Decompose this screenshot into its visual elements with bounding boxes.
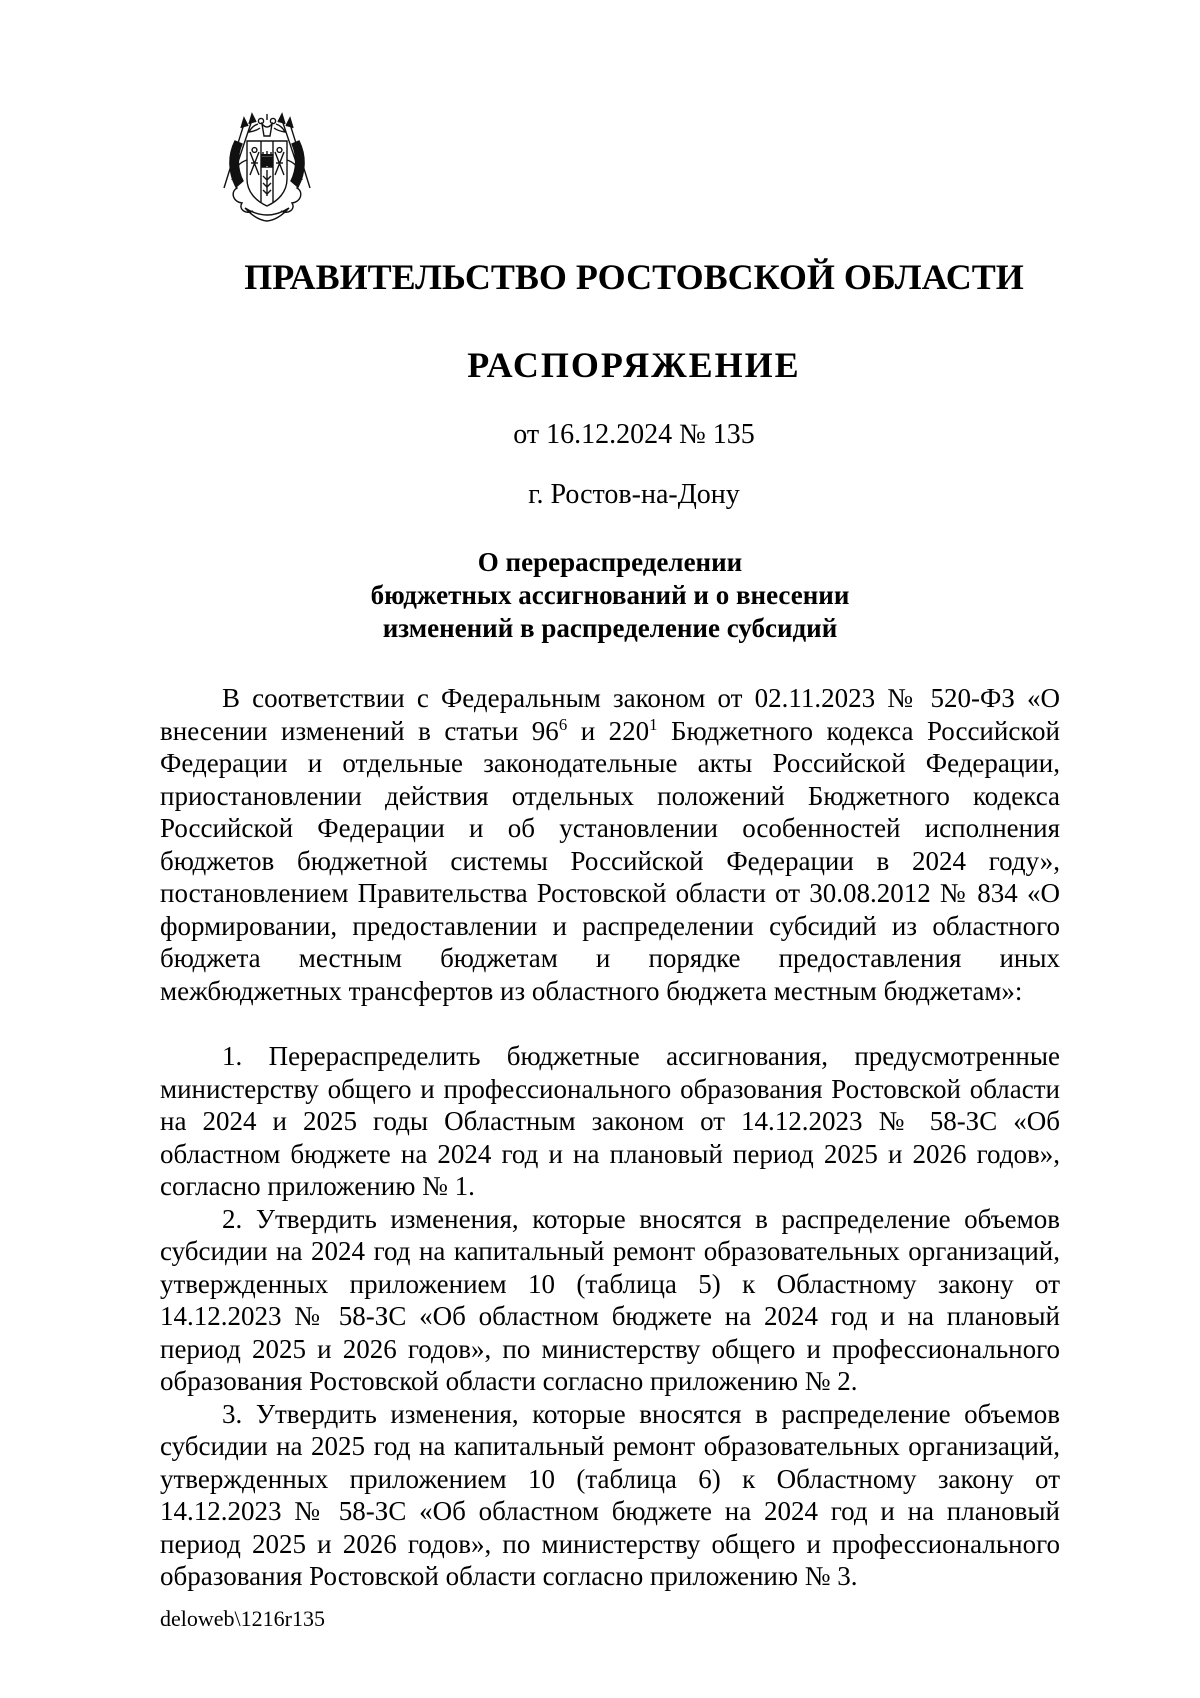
subject-heading bbox=[160, 546, 1060, 645]
order-items bbox=[160, 1040, 1060, 1593]
org-name-title: ПРАВИТЕЛЬСТВО РОСТОВСКОЙ ОБЛАСТИ bbox=[244, 257, 1024, 297]
order-item-2: 2. Утвердить изменения, которые вносятся в распределение объемов субсидии на 2024 год на капитальный ремонт образовательных организаций, утвержденных приложением 10 (таблица 5) к Областному закону от 14.12.2023 № 58-ЗС «Об областном бюджете на 2024 год и на плановый период 2025 и 2026 годов», по министерству общего и профессионального образования Ростовской области согласно приложению № 2. bbox=[160, 1203, 1060, 1396]
date-number-line: от 16.12.2024 № 135 bbox=[513, 419, 755, 450]
subject-line-3: изменений в распределение субсидий bbox=[382, 613, 838, 643]
intro-paragraph: В соответствии с Федеральным законом от 02.11.2023 № 520-ФЗ «О внесении изменений в статьи $96^6$ и $220^1$ Бюджетного кодекса Российской Федерации и отдельные законодательные акты Российской Федерации, приостановлении действия отдельных положений Бюджетного кодекса Российской Федерации и об установлении особенностей исполнения бюджетов бюджетной системы Российской Федерации в 2024 году», постановлением Правительства Ростовской области от 30.08.2012 № 834 «О формировании, предоставлении и распределении субсидий из областного бюджета местным бюджетам и порядке предоставления иных межбюджетных трансфертов из областного бюджета местным бюджетам»: bbox=[160, 683, 1061, 1006]
doc-type-title: РАСПОРЯЖЕНИЕ bbox=[467, 345, 801, 385]
document-header bbox=[160, 108, 1060, 512]
place-line: г. Ростов-на-Дону bbox=[528, 479, 740, 510]
order-item-3: 3. Утвердить изменения, которые вносятся в распределение объемов субсидии на 2025 год на капитальный ремонт образовательных организаций, утвержденных приложением 10 (таблица 6) к Областному закону от 14.12.2023 № 58-ЗС «Об областном бюджете на 2024 год и на плановый период 2025 и 2026 годов», по министерству общего и профессионального образования Ростовской области согласно приложению № 3. bbox=[160, 1398, 1060, 1591]
footer-reference: deloweb\1216r135 bbox=[160, 1606, 325, 1631]
order-item-1: 1. Перераспределить бюджетные ассигнования, предусмотренные министерству общего и профессионального образования Ростовской области на 2024 и 2025 годы Областным законом от 14.12.2023 № 58-ЗС «Об областном бюджете на 2024 год и на плановый период 2025 и 2026 годов», согласно приложению № 1. bbox=[160, 1041, 1060, 1201]
rostov-oblast-coat-of-arms-icon bbox=[208, 108, 1060, 228]
document-body bbox=[160, 682, 1060, 1593]
document-content bbox=[160, 0, 1060, 1593]
subject-line-1: О перераспределении bbox=[477, 547, 743, 577]
subject-line-2: бюджетных ассигнований и о внесении bbox=[370, 580, 850, 610]
